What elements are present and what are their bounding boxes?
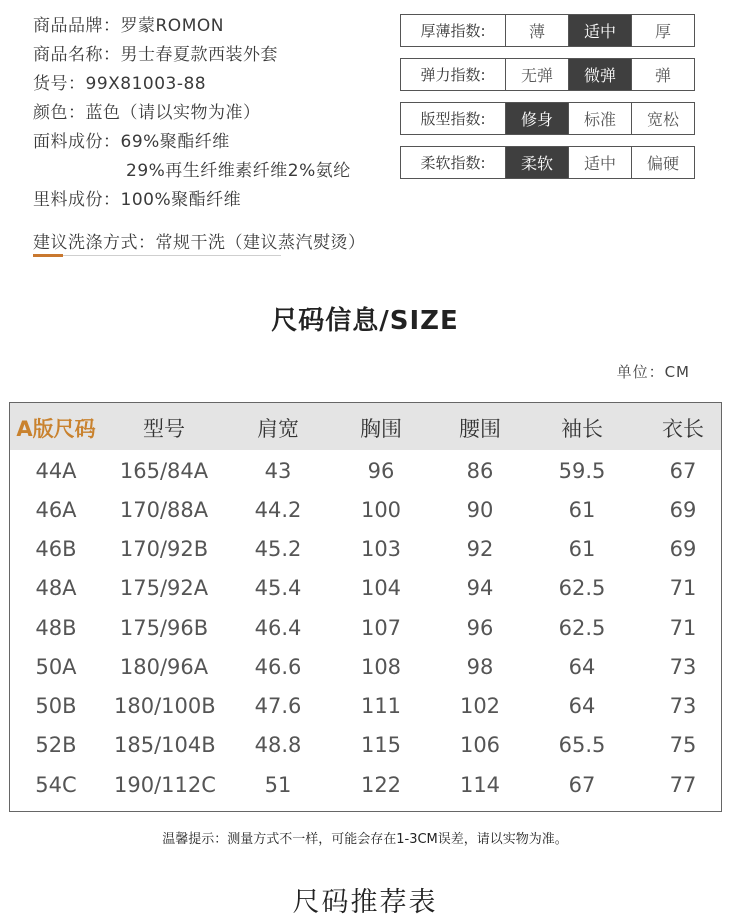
thickness-index-label: 厚薄指数:: [401, 15, 506, 46]
softness-index-row: [400, 146, 695, 179]
color-line: 颜色：蓝色（请以实物为准）: [33, 103, 261, 123]
measurement-tip: 温馨提示：测量方式不一样，可能会存在1-3CM误差，请以实物为准。: [162, 832, 568, 847]
cell-length: 71: [669, 576, 697, 600]
cell-size: 50B: [35, 694, 77, 718]
fabric-line: 面料成份：69%聚酯纤维: [33, 132, 230, 152]
elasticity-index-row: [400, 58, 695, 91]
cell-waist: 114: [459, 773, 501, 797]
header-chest: 胸围: [360, 417, 402, 441]
cell-shoulder: 46.4: [254, 616, 302, 640]
cell-chest: 107: [360, 616, 402, 640]
softness-index-label: 柔软指数:: [401, 147, 506, 178]
cell-size: 46A: [35, 498, 77, 522]
cell-waist: 86: [466, 459, 494, 483]
softness-index-option: 适中: [569, 147, 632, 178]
lining-line: 里料成份：100%聚酯纤维: [33, 190, 242, 210]
sku-line: 货号：99X81003-88: [33, 74, 207, 94]
thickness-index-row: [400, 14, 695, 47]
cell-waist: 92: [466, 537, 494, 561]
brand-line: 商品品牌：罗蒙ROMON: [33, 16, 224, 36]
header-shoulder: 肩宽: [257, 417, 299, 441]
cell-sleeve: 62.5: [558, 576, 606, 600]
cell-chest: 111: [360, 694, 402, 718]
elasticity-index-label: 弹力指数:: [401, 59, 506, 90]
cell-shoulder: 47.6: [254, 694, 302, 718]
cell-model: 175/96B: [119, 616, 209, 640]
cell-chest: 104: [360, 576, 402, 600]
cell-waist: 96: [466, 616, 494, 640]
elasticity-index-option: 弹: [654, 66, 671, 85]
cell-chest: 122: [360, 773, 402, 797]
elasticity-index-option: 无弹: [506, 59, 569, 90]
care-divider: [33, 255, 281, 256]
cell-length: 69: [669, 537, 697, 561]
header-model: 型号: [143, 417, 185, 441]
header-length: 衣长: [662, 417, 704, 441]
header-sleeve: 袖长: [561, 417, 603, 441]
cell-sleeve: 65.5: [558, 733, 606, 757]
cell-size: 44A: [35, 459, 77, 483]
cell-sleeve: 64: [568, 694, 596, 718]
cell-sleeve: 61: [568, 537, 596, 561]
cell-sleeve: 67: [568, 773, 596, 797]
unit-label: 单位：CM: [616, 363, 690, 381]
cell-size: 48A: [35, 576, 77, 600]
cell-length: 77: [669, 773, 697, 797]
cell-size: 46B: [35, 537, 77, 561]
cell-length: 67: [669, 459, 697, 483]
cell-sleeve: 61: [568, 498, 596, 522]
cell-length: 71: [669, 616, 697, 640]
cell-chest: 115: [360, 733, 402, 757]
product-name-line: 商品名称：男士春夏款西装外套: [33, 45, 278, 65]
cell-waist: 94: [466, 576, 494, 600]
thickness-index-option: 厚: [654, 22, 671, 41]
elasticity-index-option-selected: 微弹: [569, 59, 632, 90]
cell-length: 75: [669, 733, 697, 757]
cell-model: 180/100B: [114, 694, 216, 718]
cell-model: 165/84A: [119, 459, 209, 483]
cell-size: 50A: [35, 655, 77, 679]
header-waist: 腰围: [459, 417, 501, 441]
cell-size: 48B: [35, 616, 77, 640]
cell-shoulder: 45.2: [254, 537, 302, 561]
cell-shoulder: 45.4: [254, 576, 302, 600]
cell-model: 190/112C: [114, 773, 216, 797]
cell-waist: 102: [459, 694, 501, 718]
fit-index-label: 版型指数:: [401, 103, 506, 134]
fit-index-option: 宽松: [646, 110, 679, 129]
cell-model: 170/92B: [119, 537, 209, 561]
softness-index-option: 偏硬: [646, 154, 679, 173]
softness-index-option-selected: 柔软: [506, 147, 569, 178]
fit-index-option-selected: 修身: [506, 103, 569, 134]
cell-model: 175/92A: [119, 576, 209, 600]
cell-sleeve: 64: [568, 655, 596, 679]
cell-model: 180/96A: [119, 655, 209, 679]
cell-sleeve: 59.5: [558, 459, 606, 483]
cell-size: 54C: [35, 773, 77, 797]
size-recommendation-title: 尺码推荐表: [292, 887, 438, 918]
thickness-index-option-selected: 适中: [569, 15, 632, 46]
cell-shoulder: 43: [264, 459, 292, 483]
cell-shoulder: 44.2: [254, 498, 302, 522]
cell-chest: 100: [360, 498, 402, 522]
care-instructions: 建议洗涤方式：常规干洗（建议蒸汽熨烫）: [33, 233, 366, 253]
fit-index-option: 标准: [569, 103, 632, 134]
cell-shoulder: 46.6: [254, 655, 302, 679]
cell-chest: 96: [367, 459, 395, 483]
cell-length: 73: [669, 694, 697, 718]
cell-length: 69: [669, 498, 697, 522]
cell-shoulder: 48.8: [254, 733, 302, 757]
fabric-line-continued: 29%再生纤维素纤维2%氨纶: [126, 161, 351, 181]
thickness-index-option: 薄: [506, 15, 569, 46]
cell-waist: 106: [459, 733, 501, 757]
cell-waist: 90: [466, 498, 494, 522]
cell-length: 73: [669, 655, 697, 679]
size-section-title: 尺码信息/SIZE: [271, 306, 459, 336]
header-size: A版尺码: [16, 417, 96, 441]
cell-size: 52B: [35, 733, 77, 757]
size-table: [9, 402, 722, 812]
cell-model: 170/88A: [119, 498, 209, 522]
cell-waist: 98: [466, 655, 494, 679]
cell-shoulder: 51: [264, 773, 292, 797]
cell-chest: 103: [360, 537, 402, 561]
cell-chest: 108: [360, 655, 402, 679]
cell-sleeve: 62.5: [558, 616, 606, 640]
fit-index-row: [400, 102, 695, 135]
care-divider-accent: [33, 254, 63, 257]
cell-model: 185/104B: [114, 733, 216, 757]
